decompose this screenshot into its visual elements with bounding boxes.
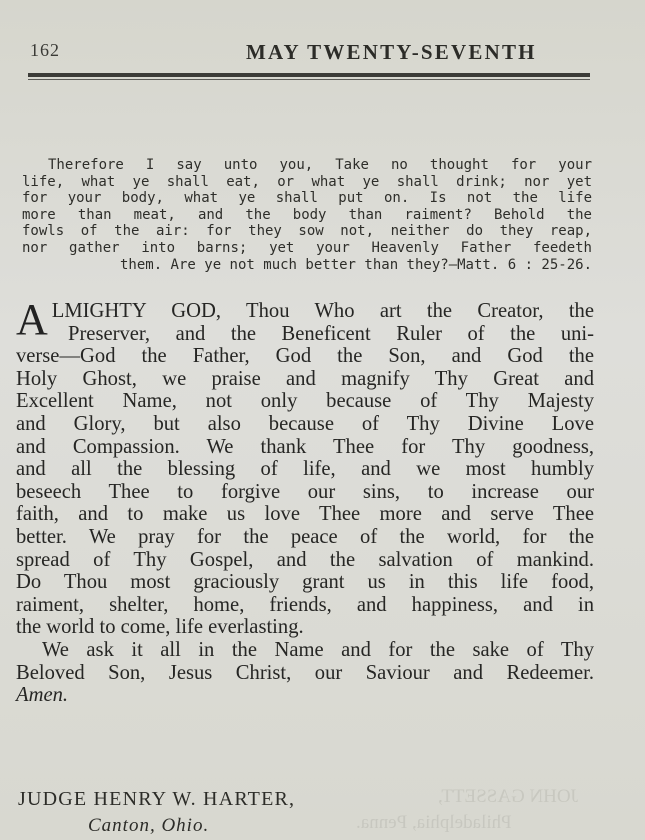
prayer-line: Excellent Name, not only because of Thy Majesty bbox=[16, 390, 594, 413]
prayer-line: better. We pray for the peace of the world, for the bbox=[16, 525, 594, 548]
page-number: 162 bbox=[30, 40, 60, 60]
prayer-line: the world to come, life everlasting. bbox=[16, 616, 304, 639]
prayer-line: Do Thou most graciously grant us in this life food, bbox=[16, 571, 594, 594]
scripture-line: Therefore I say unto you, Take no thought for your bbox=[48, 157, 592, 173]
prayer-line: spread of Thy Gospel, and the salvation of mankind. bbox=[16, 548, 594, 571]
prayer-line: verse—God the Father, God the Son, and God the bbox=[16, 345, 594, 368]
scripture-line: them. Are ye not much better than they?—Matt. 6 : 25-26. bbox=[119, 256, 592, 273]
prayer-line: faith, and to make us love Thee more and serve Thee bbox=[16, 503, 594, 526]
header-rule-thin bbox=[28, 79, 590, 80]
bleed-through-place: Philadelphia, Penna. bbox=[356, 812, 512, 833]
scripture-line: nor gather into barns; yet your Heavenly Father feedeth bbox=[22, 239, 592, 256]
prayer-line: LMIGHTY GOD, Thou Who art the Creator, the bbox=[51, 300, 594, 322]
drop-cap: A bbox=[16, 295, 48, 344]
prayer-line: Preserver, and the Beneficent Ruler of the uni- bbox=[68, 322, 594, 345]
prayer-line: and Compassion. We thank Thee for Thy goodness, bbox=[16, 435, 594, 458]
bleed-through-name: JOHN GASSETT, bbox=[438, 786, 579, 807]
prayer-line: beseech Thee to forgive our sins, to increase our bbox=[16, 480, 594, 503]
scripture-line: fowls of the air: for they sow not, neither do they reap, bbox=[22, 223, 592, 240]
prayer-body bbox=[16, 295, 594, 707]
scripture-line: life, what ye shall eat, or what ye shall drink; nor yet bbox=[22, 173, 592, 190]
prayer-line: Beloved Son, Jesus Christ, our Saviour and Redeemer. bbox=[16, 661, 594, 684]
prayer-line: Holy Ghost, we praise and magnify Thy Great and bbox=[16, 367, 594, 390]
author-location: Canton, Ohio. bbox=[88, 815, 210, 836]
amen: Amen. bbox=[16, 684, 69, 707]
scripture-line: for your body, what ye shall put on. Is not the life bbox=[22, 190, 592, 207]
author-name: JUDGE HENRY W. HARTER, bbox=[18, 788, 296, 810]
scripture-line: more than meat, and the body than raiment? Behold the bbox=[22, 206, 592, 223]
prayer-line: We ask it all in the Name and for the sake of Thy bbox=[42, 638, 594, 661]
prayer-line: and Glory, but also because of Thy Divine Love bbox=[16, 412, 594, 435]
scripture-quote bbox=[22, 157, 592, 273]
header-rule bbox=[28, 73, 590, 77]
prayer-line: raiment, shelter, home, friends, and happiness, and in bbox=[16, 593, 594, 616]
page-title: MAY TWENTY-SEVENTH bbox=[246, 40, 537, 64]
prayer-line: and all the blessing of life, and we most humbly bbox=[16, 458, 594, 481]
